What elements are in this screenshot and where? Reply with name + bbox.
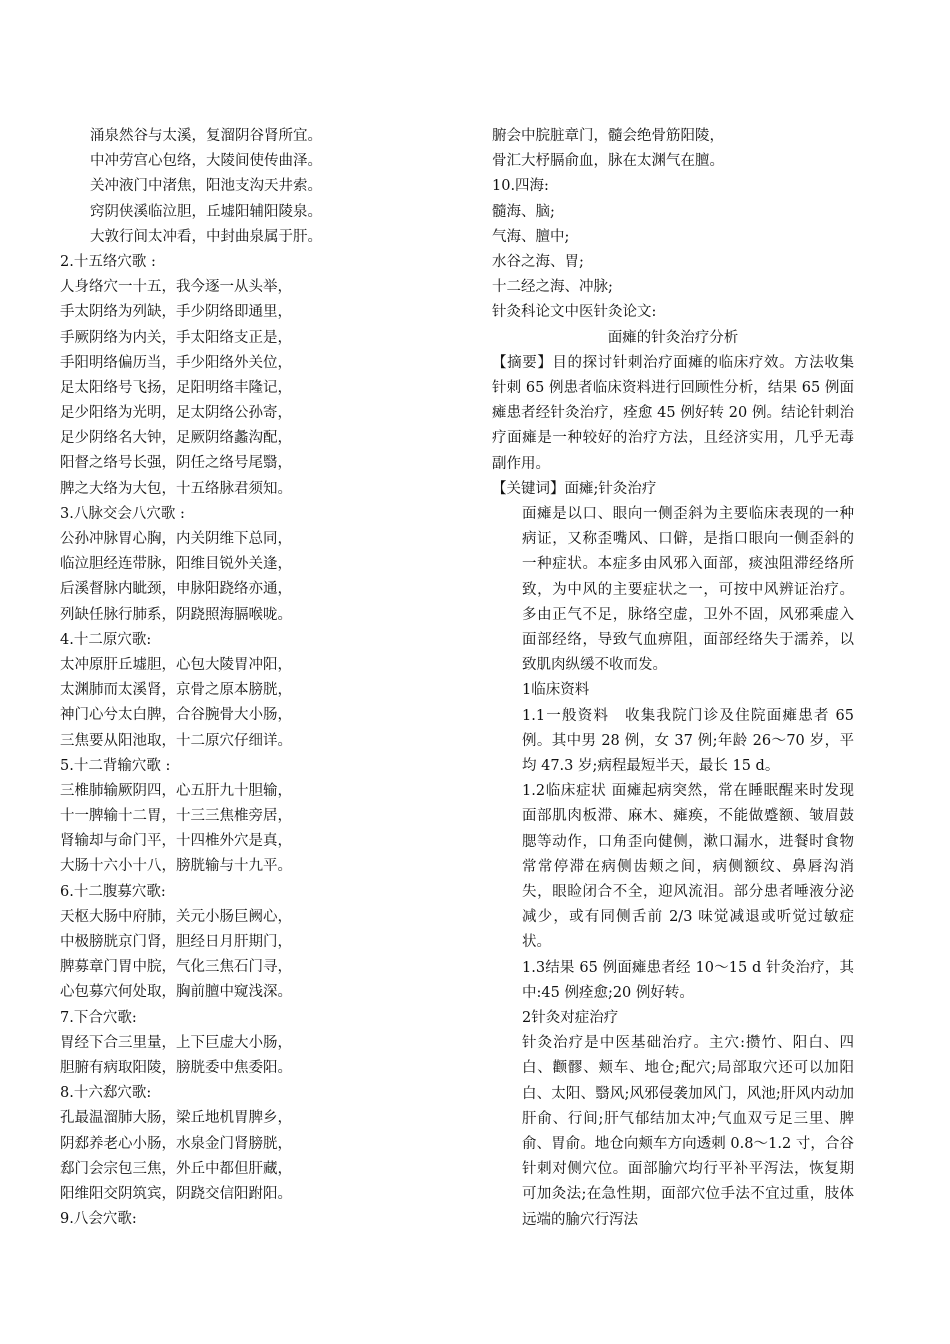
verse-line: 神门心兮太白脾，合谷腕骨大小肠， [60,707,292,724]
verse-line: 腑会中脘脏章门，髓会绝骨筋阳陵， [492,128,724,144]
section-heading: 3.八脉交会八穴歌 : [60,505,185,522]
verse-line: 肾输却与命门平，十四椎外穴是真， [60,833,292,850]
paragraph: 1.2临床症状 面瘫起病突然，常在睡眠醒来时发现面部肌肉板滞、麻木、瘫痪，不能做蹙额、皱眉鼓腮等动作，口角歪向健侧，漱口漏水，进餐时食物常常停滞在病侧齿颊之间，病侧额纹、鼻唇沟消失，眼睑闭合不全，迎风流泪。部分患者唾液分泌减少，或有同侧舌前 2/3 味觉减退或听觉过敏症状。 [522,783,854,951]
section-heading: 5.十二背输穴歌 : [60,757,171,774]
verse-line: 人身络穴一十五，我今逐一从头举， [60,279,292,296]
verse-line: 足少阴络名大钟，足厥阴络蠡沟配， [60,430,292,447]
section-heading: 2.十五络穴歌 : [60,253,156,270]
verse-line: 阳维阳交阴筑宾，阴跷交信阳跗阳。 [60,1185,292,1202]
verse-line: 列缺任脉行肺系，阴跷照海膈喉咙。 [60,606,292,623]
verse-line: 中极膀胱京门肾，胆经日月肝期门， [60,934,292,950]
list-item: 气海、膻中; [492,228,570,245]
abstract: 【摘要】目的探讨针刺治疗面瘫的临床疗效。方法收集针刺 65 例患者临床资料进行回顾性分析，结果 65 例面瘫患者经针灸治疗，痊愈 45 例好转 20 例。结论针刺治疗面瘫是一种较好的治疗方法，且经济实用，几乎无毒副作用。 [492,354,854,472]
section-heading: 1临床资料 [522,682,590,699]
verse-line: 足太阳络号飞扬，足阳明络丰隆记， [60,379,292,396]
keywords: 【关键词】面瘫;针灸治疗 [492,480,657,497]
list-item: 十二经之海、冲脉; [492,279,613,296]
verse-line: 关冲液门中渚焦，阳池支沟天井索。 [90,178,322,195]
paragraph: 1.1一般资料 收集我院门诊及住院面瘫患者 65 例。其中男 28 例，女 37 例;年龄 26～70 岁，平均 47.3 岁;病程最短半天，最长 15 d。 [522,707,854,774]
article-title: 面瘫的针灸治疗分析 [607,329,739,346]
verse-line: 三椎肺输厥阴四，心五肝九十胆输， [60,782,292,799]
list-item: 髓海、脑; [492,203,555,220]
verse-line: 太冲原肝丘墟胆，心包大陵胃冲阳， [60,656,292,673]
section-heading: 9.八会穴歌: [60,1211,137,1228]
verse-line: 中冲劳宫心包络，大陵间使传曲泽。 [90,153,322,170]
verse-line: 后溪督脉内眦颈，申脉阳跷络亦通， [60,581,292,598]
verse-line: 大肠十六小十八，膀胱输与十九平。 [60,858,292,875]
section-heading: 10.四海: [492,178,549,195]
verse-line: 脾募章门胃中脘，气化三焦石门寻， [60,959,292,976]
left-column [60,124,460,1232]
section-heading: 4.十二原穴歌: [60,631,152,648]
verse-line: 三焦要从阳池取，十二原穴仔细详。 [60,732,292,749]
section-heading: 7.下合穴歌: [60,1009,137,1026]
verse-line: 心包募穴何处取，胸前膻中窥浅深。 [60,984,292,1001]
section-heading: 6.十二腹募穴歌: [60,883,166,900]
verse-line: 临泣胆经连带脉，阳维目锐外关逢， [60,556,292,573]
section-heading: 8.十六郄穴歌: [60,1085,152,1102]
verse-line: 手阳明络偏历当，手少阳络外关位， [60,354,292,371]
section-heading: 2针灸对症治疗 [522,1009,619,1026]
verse-line: 阳督之络号长强，阴任之络号尾翳， [60,455,292,472]
verse-line: 胃经下合三里量，上下巨虚大小肠， [60,1034,292,1051]
list-item: 水谷之海、胃; [492,253,584,270]
article-label: 针灸科论文中医针灸论文: [492,304,657,321]
verse-line: 十一脾输十二胃，十三三焦椎旁居， [60,808,292,825]
verse-line: 脾之大络为大包，十五络脉君须知。 [60,480,292,497]
verse-line: 郄门会宗包三焦，外丘中都但肝藏， [60,1160,292,1177]
paragraph: 1.3结果 65 例面瘫患者经 10～15 d 针灸治疗，其中:45 例痊愈;20 例好转。 [522,959,854,1001]
verse-line: 阴郄养老心小肠，水泉金门肾膀胱， [60,1135,292,1152]
verse-line: 太渊肺而太溪肾，京骨之原本膀胱， [60,682,292,699]
verse-line: 手太阴络为列缺，手少阴络即通里， [60,304,292,321]
verse-line: 胆腑有病取阳陵，膀胱委中焦委阳。 [60,1059,292,1076]
verse-line: 骨汇大杼膈俞血，脉在太渊气在膻。 [492,153,724,170]
verse-line: 公孙冲脉胃心胸，内关阴维下总同， [60,531,292,547]
verse-line: 手厥阴络为内关，手太阳络支正是， [60,329,292,346]
right-column [492,124,854,1233]
verse-line: 孔最温溜肺大肠，梁丘地机胃脾乡， [60,1110,292,1127]
verse-line: 大敦行间太冲看，中封曲泉属于肝。 [90,228,322,245]
paragraph: 面瘫是以口、眼向一侧歪斜为主要临床表现的一种病证，又称歪嘴风、口僻，是指口眼向一侧歪斜的一种症状。本症多由风邪入面部，痰浊阻滞经络所致，为中风的主要症状之一，可按中风辨证治疗。多由正气不足，脉络空虚，卫外不固，风邪乘虚入面部经络，导致气血痹阻，面部经络失于濡养，以致肌肉纵缓不收而发。 [522,505,854,674]
paragraph: 针灸治疗是中医基础治疗。主穴:攒竹、阳白、四白、颧髎、颊车、地仓;配穴;局部取穴还可以加阳白、太阳、翳风;风邪侵袭加风门，风池;肝风内动加肝俞、行间;肝气郁结加太冲;气血双亏足三里、脾俞、胃俞。地仓向颊车方向透刺 0.8～1.2 寸，合谷针刺对侧穴位。面部腧穴均行平补平泻法，恢复期可加灸法;在急性期，面部穴位手法不宜过重，肢体远端的腧穴行泻法 [522,1035,854,1228]
verse-line: 足少阳络为光明，足太阴络公孙寄， [60,405,292,422]
verse-line: 窍阴侠溪临泣胆，丘墟阳辅阳陵泉。 [90,203,322,220]
verse-line: 天枢大肠中府肺，关元小肠巨阙心， [60,908,292,925]
verse-line: 涌泉然谷与太溪，复溜阴谷肾所宜。 [90,128,322,144]
